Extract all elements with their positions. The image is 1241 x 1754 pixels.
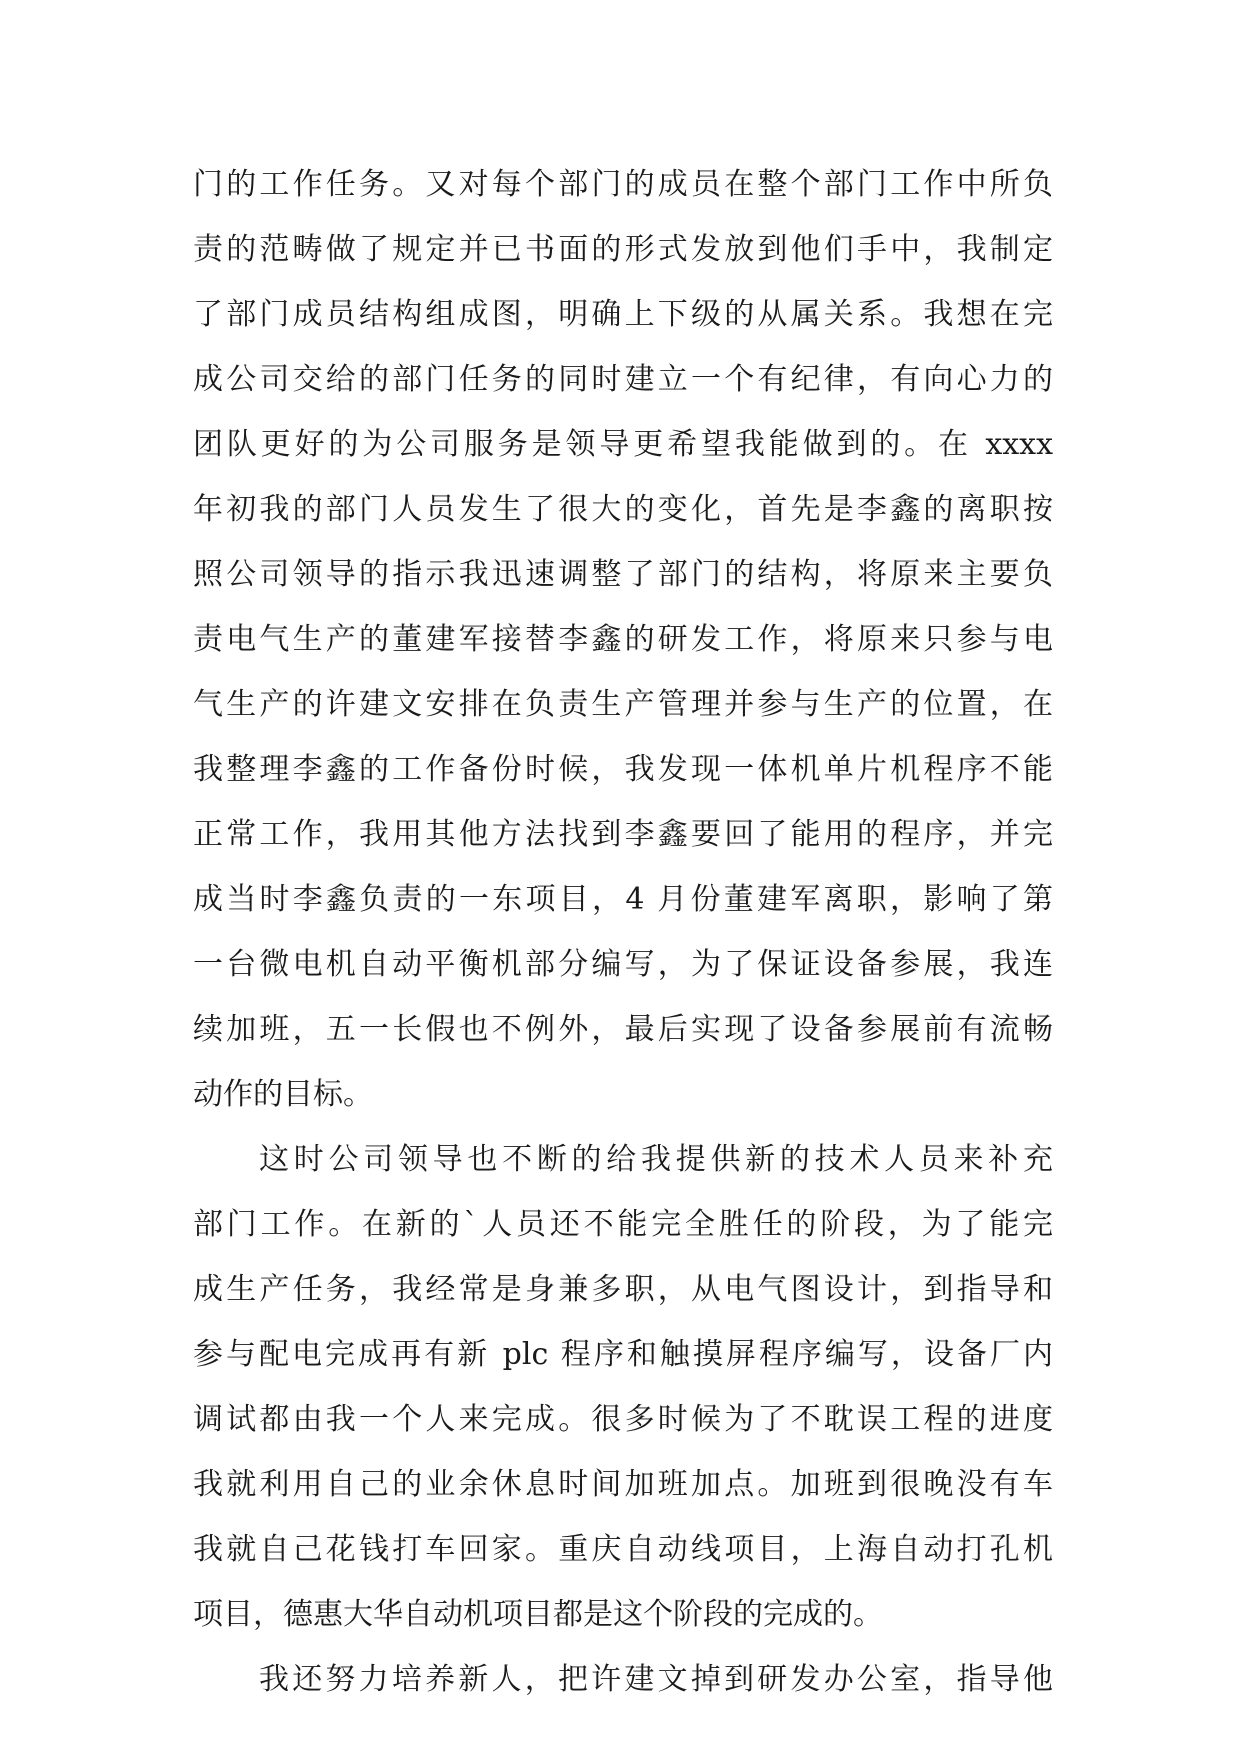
text-line: 我就自己花钱打车回家。重庆自动线项目，上海自动打孔机 <box>193 1532 1053 1567</box>
text-line: 团队更好的为公司服务是领导更希望我能做到的。在 xxxx <box>193 427 1053 462</box>
text-line: 年初我的部门人员发生了很大的变化，首先是李鑫的离职按 <box>193 492 1053 527</box>
text-line: 续加班，五一长假也不例外，最后实现了设备参展前有流畅 <box>193 1012 1053 1047</box>
text-line: 了部门成员结构组成图，明确上下级的从属关系。我想在完 <box>193 297 1053 332</box>
text-line: 责的范畴做了规定并已书面的形式发放到他们手中，我制定 <box>193 232 1053 267</box>
text-line: 这时公司领导也不断的给我提供新的技术人员来补充 <box>259 1142 1053 1177</box>
text-line: 照公司领导的指示我迅速调整了部门的结构，将原来主要负 <box>193 557 1053 592</box>
text-line: 我还努力培养新人，把许建文掉到研发办公室，指导他 <box>259 1662 1053 1697</box>
text-line: 动作的目标。 <box>193 1077 373 1112</box>
text-line: 参与配电完成再有新 plc 程序和触摸屏程序编写，设备厂内 <box>193 1337 1053 1372</box>
text-line: 一台微电机自动平衡机部分编写，为了保证设备参展，我连 <box>193 947 1053 982</box>
text-line: 责电气生产的董建军接替李鑫的研发工作，将原来只参与电 <box>193 622 1053 657</box>
text-line: 气生产的许建文安排在负责生产管理并参与生产的位置，在 <box>193 687 1053 722</box>
text-line: 调试都由我一个人来完成。很多时候为了不耽误工程的进度 <box>193 1402 1053 1437</box>
text-line: 成公司交给的部门任务的同时建立一个有纪律，有向心力的 <box>193 362 1053 397</box>
text-line: 成生产任务，我经常是身兼多职，从电气图设计，到指导和 <box>193 1272 1053 1307</box>
body-text <box>193 152 1053 1712</box>
text-line: 我整理李鑫的工作备份时候，我发现一体机单片机程序不能 <box>193 752 1053 787</box>
text-line: 成当时李鑫负责的一东项目，4 月份董建军离职，影响了第 <box>193 882 1053 917</box>
text-line: 部门工作。在新的`人员还不能完全胜任的阶段，为了能完 <box>193 1207 1053 1242</box>
text-line: 我就利用自己的业余休息时间加班加点。加班到很晚没有车 <box>193 1467 1053 1502</box>
text-line: 正常工作，我用其他方法找到李鑫要回了能用的程序，并完 <box>193 817 1053 852</box>
text-line: 门的工作任务。又对每个部门的成员在整个部门工作中所负 <box>193 167 1053 202</box>
text-line: 项目，德惠大华自动机项目都是这个阶段的完成的。 <box>193 1597 883 1632</box>
